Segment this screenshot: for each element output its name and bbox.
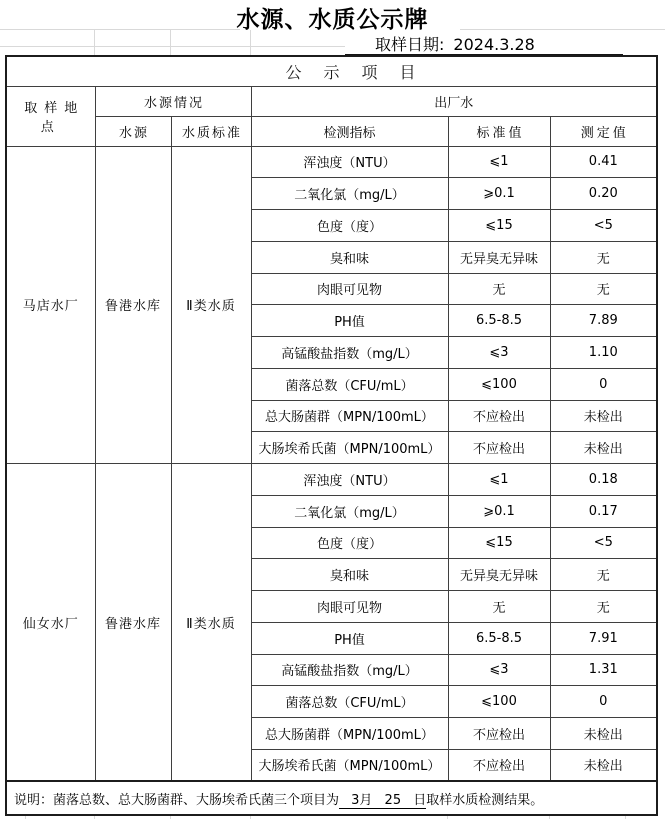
header-row-2 (6, 116, 657, 146)
measured-cell: 0.18 (550, 464, 657, 496)
measured-cell: 0.17 (550, 495, 657, 527)
standard-cell: 不应检出 (448, 718, 550, 750)
header-quality-standard: 水质标准 (171, 116, 251, 146)
table-row (6, 464, 657, 496)
indicator-cell: 肉眼可见物 (251, 273, 448, 305)
indicator-cell: 总大肠菌群（MPN/100mL） (251, 400, 448, 432)
indicator-cell: PH值 (251, 305, 448, 337)
sample-date-value: 2024.3.28 (453, 35, 535, 54)
header-indicator: 检测指标 (251, 116, 448, 146)
measured-cell: <5 (550, 527, 657, 559)
measured-cell: 0.20 (550, 178, 657, 210)
banner-row (6, 56, 657, 86)
indicator-cell: 浑浊度（NTU） (251, 464, 448, 496)
standard-cell: ⩽3 (448, 654, 550, 686)
plant2-location: 仙女水厂 (6, 464, 95, 782)
measured-cell: 0 (550, 368, 657, 400)
measured-cell: 未检出 (550, 749, 657, 781)
standard-cell: ⩾0.1 (448, 495, 550, 527)
indicator-cell: PH值 (251, 622, 448, 654)
standard-cell: 不应检出 (448, 749, 550, 781)
measured-cell: 0 (550, 686, 657, 718)
banner-text: 公示项目 (285, 62, 438, 82)
indicator-cell: 二氧化氯（mg/L） (251, 178, 448, 210)
standard-cell: 6.5-8.5 (448, 622, 550, 654)
sample-date-label: 取样日期: (375, 35, 445, 54)
standard-cell: 无 (448, 273, 550, 305)
standard-cell: ⩽1 (448, 146, 550, 178)
header-factory-group: 出厂水 (251, 86, 657, 116)
standard-cell: 不应检出 (448, 400, 550, 432)
indicator-cell: 浑浊度（NTU） (251, 146, 448, 178)
indicator-cell: 菌落总数（CFU/mL） (251, 368, 448, 400)
indicator-cell: 色度（度） (251, 210, 448, 242)
header-measured-value: 测定值 (550, 116, 657, 146)
indicator-cell: 菌落总数（CFU/mL） (251, 686, 448, 718)
measured-cell: 0.41 (550, 146, 657, 178)
standard-cell: 6.5-8.5 (448, 305, 550, 337)
indicator-cell: 肉眼可见物 (251, 591, 448, 623)
banner-cell (6, 56, 657, 86)
header-source-group: 水源情况 (95, 86, 251, 116)
standard-cell: ⩾0.1 (448, 178, 550, 210)
indicator-cell: 大肠埃希氏菌（MPN/100mL） (251, 432, 448, 464)
indicator-cell: 色度（度） (251, 527, 448, 559)
page-title: 水源、水质公示牌 (236, 7, 429, 33)
plant1-location: 马店水厂 (6, 146, 95, 464)
footer-row (6, 781, 657, 815)
standard-cell: 不应检出 (448, 432, 550, 464)
measured-cell: 7.91 (550, 622, 657, 654)
standard-cell: ⩽1 (448, 464, 550, 496)
measured-cell: 未检出 (550, 718, 657, 750)
measured-cell: 未检出 (550, 432, 657, 464)
water-quality-table (5, 55, 658, 816)
table-row (6, 146, 657, 178)
footer-note-date: 3月 25 日 (339, 792, 427, 808)
measured-cell: 7.89 (550, 305, 657, 337)
sample-date (375, 32, 535, 55)
standard-cell: 无 (448, 591, 550, 623)
indicator-cell: 高锰酸盐指数（mg/L） (251, 654, 448, 686)
footer-note (6, 781, 657, 815)
measured-cell: <5 (550, 210, 657, 242)
plant2-quality: Ⅱ类水质 (171, 464, 251, 782)
plant1-source: 鲁港水库 (95, 146, 171, 464)
indicator-cell: 二氧化氯（mg/L） (251, 495, 448, 527)
standard-cell: ⩽100 (448, 686, 550, 718)
standard-cell: 无异臭无异味 (448, 559, 550, 591)
measured-cell: 无 (550, 241, 657, 273)
measured-cell: 未检出 (550, 400, 657, 432)
measured-cell: 1.31 (550, 654, 657, 686)
header-row-1 (6, 86, 657, 116)
header-standard-value: 标准值 (448, 116, 550, 146)
indicator-cell: 总大肠菌群（MPN/100mL） (251, 718, 448, 750)
header-location: 取样地点 (6, 86, 95, 146)
plant1-quality: Ⅱ类水质 (171, 146, 251, 464)
standard-cell: ⩽15 (448, 210, 550, 242)
header-source: 水源 (95, 116, 171, 146)
measured-cell: 无 (550, 273, 657, 305)
standard-cell: ⩽15 (448, 527, 550, 559)
gridline-above-table (0, 46, 345, 47)
footer-note-suffix: 取样水质检测结果。 (426, 792, 544, 808)
measured-cell: 无 (550, 559, 657, 591)
footer-note-prefix: 说明：菌落总数、总大肠菌群、大肠埃希氏菌三个项目为 (14, 792, 340, 808)
standard-cell: ⩽100 (448, 368, 550, 400)
plant2-source: 鲁港水库 (95, 464, 171, 782)
indicator-cell: 高锰酸盐指数（mg/L） (251, 337, 448, 369)
indicator-cell: 大肠埃希氏菌（MPN/100mL） (251, 749, 448, 781)
standard-cell: 无异臭无异味 (448, 241, 550, 273)
measured-cell: 1.10 (550, 337, 657, 369)
standard-cell: ⩽3 (448, 337, 550, 369)
indicator-cell: 臭和味 (251, 559, 448, 591)
indicator-cell: 臭和味 (251, 241, 448, 273)
measured-cell: 无 (550, 591, 657, 623)
